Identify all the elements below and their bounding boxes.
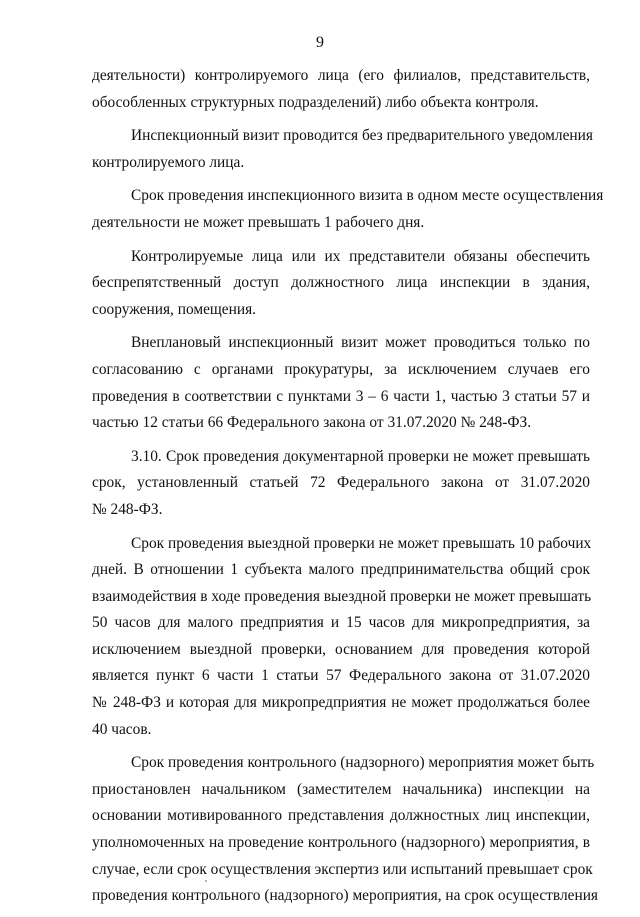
text-line: Контролируемые лица или их представители обязаны обеспечить (131, 247, 590, 265)
paragraph-1 (92, 63, 590, 116)
scan-speck (205, 880, 207, 882)
paragraph-6 (92, 444, 590, 524)
text-line: № 248-ФЗ. (92, 500, 163, 518)
text-line: уполномоченных на проведение контрольного (надзорного) мероприятия, в (92, 834, 590, 852)
text-line: является пункт 6 части 1 статьи 57 Федерального закона от 31.07.2020 (92, 667, 590, 685)
text-line: Срок проведения выездной проверки не может превышать 10 рабочих (131, 534, 592, 552)
text-line: проведения контрольного (надзорного) мероприятия, на срок осуществления (92, 887, 599, 905)
text-line: проведения в соответствии с пунктами 3 – 6 части 1, частью 3 статьи 57 и (92, 387, 590, 405)
text-line: частью 12 статьи 66 Федерального закона от 31.07.2020 № 248-ФЗ. (92, 414, 532, 432)
text-line: основании мотивированного представления должностных лиц инспекции, (92, 807, 590, 825)
text-line: деятельности) контролируемого лица (его филиалов, представительств, (92, 67, 590, 84)
text-line: 3.10. Срок проведения документарной проверки не может превышать (131, 447, 590, 465)
text-line: беспрепятственный доступ должностного лица инспекции в здания, (92, 274, 590, 292)
scan-speck (548, 800, 549, 801)
text-line: приостановлен начальником (заместителем начальника) инспекции на (92, 780, 590, 798)
text-line: срок, установленный статьей 72 Федерального закона от 31.07.2020 (92, 474, 590, 492)
text-line: исключением выездной проверки, основанием для проведения которой (92, 640, 590, 658)
text-line: Инспекционный визит проводится без предварительного уведомления (131, 127, 593, 145)
paragraph-4 (92, 244, 590, 324)
text-line: Срок проведения инспекционного визита в одном месте осуществления (131, 187, 604, 205)
text-line: деятельности не может превышать 1 рабочего дня. (92, 213, 425, 231)
text-line: Срок проведения контрольного (надзорного) мероприятия может быть (131, 754, 595, 772)
paragraph-8 (92, 750, 599, 910)
paragraph-3 (92, 183, 604, 236)
text-line: Внеплановый инспекционный визит может проводиться только по (131, 334, 590, 352)
paragraph-5 (92, 330, 590, 436)
page-number: 9 (316, 34, 324, 51)
text-line: № 248-ФЗ и которая для микропредприятия не может продолжаться более (92, 694, 590, 712)
text-line: обособленных структурных подразделений) либо объекта контроля. (92, 93, 539, 111)
text-line: 40 часов. (92, 720, 152, 738)
document-body (92, 63, 604, 917)
text-line: 50 часов для малого предприятия и 15 часов для микропредприятия, за (92, 614, 590, 632)
text-line: сооружения, помещения. (92, 300, 257, 318)
text-line: взаимодействия в ходе проведения выездной проверки не может превышать (92, 587, 592, 605)
text-line: контролируемого лица. (92, 153, 245, 171)
text-line: случае, если срок осуществления экспертиз или испытаний превышает срок (92, 860, 593, 878)
paragraph-2 (92, 123, 593, 176)
paragraph-7 (92, 531, 590, 744)
text-line: дней. В отношении 1 субъекта малого предпринимательства общий срок (92, 561, 590, 579)
text-line: согласованию с органами прокуратуры, за исключением случаев его (92, 360, 590, 378)
